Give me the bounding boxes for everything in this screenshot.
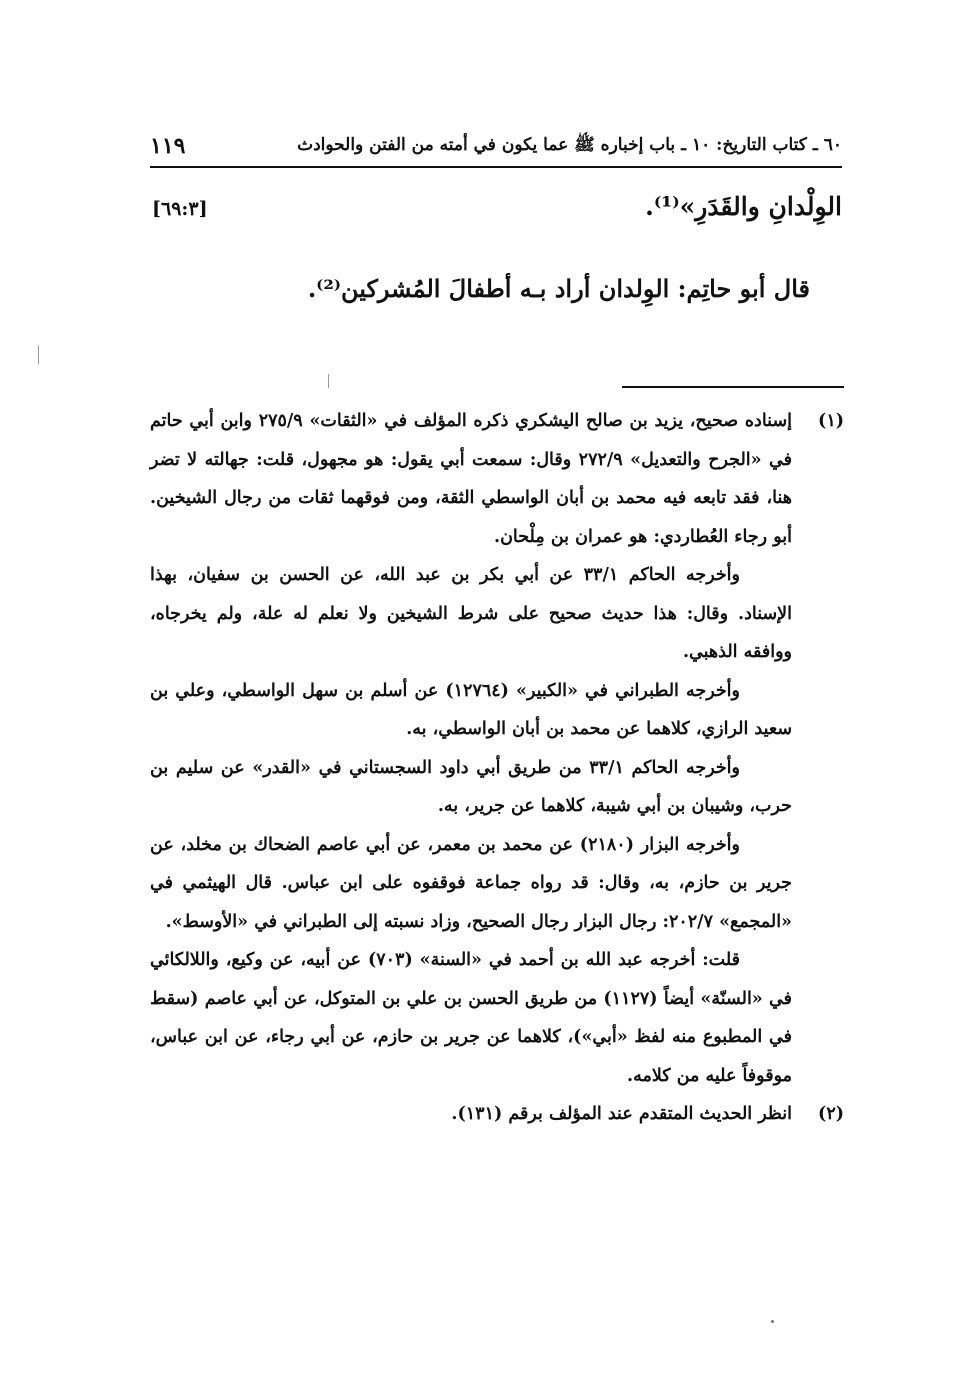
footnote-paragraph: وأخرجه الحاكم ٣٣/١ عن أبي بكر بن عبد الله، عن الحسن بن سفيان، بهذا الإسناد. وقال: هذا حديث صحيح على شرط الشيخين ولا نعلم له علة، ولم يخرجاه، ووافقه الذهبي. [150, 565, 792, 662]
hadith-number: ١١٩ [150, 133, 186, 159]
running-header [150, 126, 842, 168]
volume-reference: [٦٩:٣] [152, 198, 208, 220]
footnote-paragraph: وأخرجه الطبراني في «الكبير» (١٢٧٦٤) عن أسلم بن سهل الواسطي، وعلي بن سعيد الرازي، كلاهما عن محمد بن أبان الواسطي، به. [150, 680, 792, 739]
page-number: ٦٠ [823, 134, 842, 155]
footnote-paragraph: إسناده صحيح، يزيد بن صالح اليشكري ذكره المؤلف في «الثقات» ٢٧٥/٩ وابن أبي حاتم في «الجرح والتعديل» ٢٧٢/٩ وقال: سمعت أبي يقول: هو مجهول، قلت: جهالته لا تضر هنا، فقد تابعه فيه محمد بن أبان الواسطي الثقة، ومن فوقهما ثقات من رجال الشيخين. أبو رجاء العُطاردي: هو عمران بن مِلْحان. [150, 411, 792, 547]
footnote-paragraph: وأخرجه الحاكم ٣٣/١ من طريق أبي داود السجستاني في «القدر» عن سليم بن حرب، وشيبان بن أبي شيبة، كلاهما عن جرير، به. [150, 757, 792, 816]
scan-mark [328, 374, 329, 388]
footnote-paragraph: وأخرجه البزار (٢١٨٠) عن محمد بن معمر، عن أبي عاصم الضحاك بن مخلد، عن جرير بن حازم، به، وقال: قد رواه جماعة فوقفوه على ابن عباس. قال الهيثمي في «المجمع» ٢٠٢/٧: رجال البزار رجال الصحيح، وزاد نسبته إلى الطبراني في «الأوسط». [150, 834, 792, 932]
footnote-1 [150, 402, 844, 1095]
main-text-line-2: قال أبو حاتِم: الوِلدان أراد بـه أطفالَ المُشركين⁽²⁾. [307, 274, 810, 303]
footnote-2 [150, 1095, 844, 1134]
scan-dot [771, 1320, 774, 1323]
footnote-paragraph: قلت: أخرجه عبد الله بن أحمد في «السنة» (٧٠٣) عن أبيه، عن وكيع، واللالكائي في «السنّة» أيضاً (١١٢٧) من طريق الحسن بن علي بن المتوكل، عن أبي عاصم (سقط في المطبوع منه لفظ «أبي»)، كلاهما عن جرير بن حازم، عن أبي رجاء، عن ابن عباس، موقوفاً عليه من كلامه. [150, 950, 792, 1086]
footnote-paragraph: انظر الحديث المتقدم عند المؤلف برقم (١٣١). [451, 1104, 792, 1124]
footnote-body [150, 1095, 792, 1134]
scan-mark [38, 346, 39, 364]
footnotes [150, 402, 844, 1134]
footnote-marker: (١) [818, 411, 844, 431]
footnote-body [150, 402, 792, 1095]
footnote-separator [622, 386, 844, 388]
header-title: ٦٠ ـ كتاب التاريخ: ١٠ ـ باب إخباره ﷺ عما يكون في أمته من الفتن والحوادث [297, 134, 842, 155]
main-text-line-1: الوِلْدانِ والقَدَرِ»⁽¹⁾. [645, 192, 842, 221]
footnote-marker: (٢) [818, 1104, 844, 1124]
running-title: كتاب التاريخ: ١٠ ـ باب إخباره ﷺ عما يكون في أمته من الفتن والحوادث [297, 134, 807, 155]
